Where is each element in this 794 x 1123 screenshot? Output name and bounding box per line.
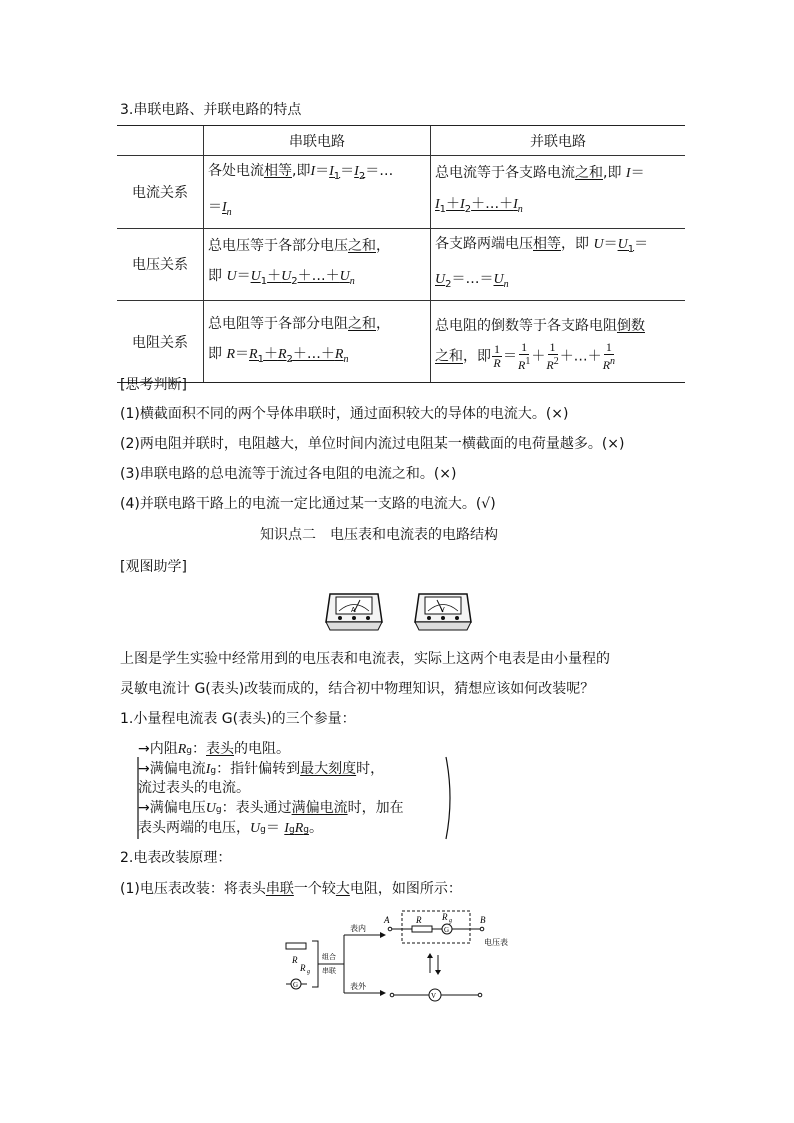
- item-2-title: 2.电表改装原理：: [120, 850, 232, 866]
- voltage-series-prefix: 即: [208, 268, 222, 285]
- param-2-label: →满偏电流: [138, 761, 206, 777]
- param-3-line-2-text: 表头两端的电压，: [138, 820, 250, 836]
- current-parallel-text-b: ,即: [603, 165, 622, 182]
- param-2: →满偏电流Ig：指针偏转到最大刻度时，: [138, 761, 385, 777]
- param-3-text: ：表头通过: [221, 800, 292, 816]
- resistance-series-underline: 之和: [348, 315, 376, 332]
- voltage-parallel-text: 各支路两端电压: [435, 235, 533, 252]
- table-row: [117, 228, 685, 301]
- item-2-1-text-b: 一个较: [293, 881, 336, 897]
- item-2-1-text: (1)电压表改装：将表头: [120, 881, 266, 897]
- resistance-parallel-cell: 总电阻的倒数等于各支路电阻倒数 之和，即 $\frac{1}{R}$ ＝ $\frac{1}{R^1}$ ＋ $\frac{1}{R^2}$ ＋…＋ $\frac{1}{R^n}$: [431, 301, 686, 383]
- judgment-1: (1)横截面积不同的两个导体串联时，通过面积较大的导体的电流大。(×): [120, 406, 569, 422]
- voltage-parallel-underline: 相等: [533, 235, 561, 252]
- param-3-underline: 满偏电流: [291, 800, 348, 816]
- param-3-label: →满偏电压: [138, 800, 206, 816]
- judgment-4: (4)并联电路干路上的电流一定比通过某一支路的电流大。(√): [120, 496, 496, 512]
- top-r-label: R: [416, 915, 422, 925]
- outer-label: 表外: [350, 982, 366, 991]
- current-series-cell: 各处电流相等,即$I=I_1=I_2=\dots$ $=I_n$: [204, 156, 431, 229]
- voltmeter-letter: V: [440, 607, 445, 614]
- current-parallel-underline: 之和: [575, 165, 603, 182]
- inner-label: 表内: [350, 924, 366, 933]
- top-rg-label: R: [442, 912, 448, 922]
- voltage-parallel-cell: 各支路两端电压相等，即 $U=U_1=$ $U_2=\dots=U_n$: [431, 228, 686, 301]
- judgment-2: (2)两电阻并联时，电阻越大，单位时间内流过电阻某一横截面的电荷量越多。(×): [120, 436, 625, 452]
- resistance-parallel-text: 总电阻的倒数等于各支路电阻: [435, 318, 617, 335]
- param-1-underline: 表头: [206, 741, 235, 757]
- param-2-text: ：指针偏转到: [216, 761, 301, 777]
- param-1-rest: 的电阻。: [234, 741, 291, 757]
- voltage-parallel-text-b: ，即: [561, 235, 589, 252]
- combine-label-2: 串联: [322, 968, 336, 975]
- param-2-rest: 时，: [356, 761, 385, 777]
- param-3: →满偏电压Ug：表头通过满偏电流时，加在: [138, 800, 404, 816]
- item-1-title: 1.小量程电流表 G(表头)的三个参量：: [120, 711, 356, 727]
- voltmeter-image: [413, 588, 473, 632]
- resistance-series-cell: 总电阻等于各部分电阻之和， 即 $R=R_1+R_2+\dots+R_n$: [204, 301, 431, 383]
- left-rg-label: R: [300, 963, 306, 973]
- fraction: $\frac{1}{R^2}$: [546, 340, 559, 373]
- think-title: [思考判断]: [120, 377, 187, 393]
- resistance-series-prefix: 即: [208, 345, 222, 362]
- table-header-row: [117, 126, 685, 156]
- ammeter-letter: A: [351, 607, 356, 614]
- judgment-3: (3)串联电路的总电流等于流过各电阻的电流之和。(×): [120, 466, 457, 482]
- item-2-1-underline-1: 串联: [265, 881, 294, 897]
- resistance-series-text: 总电阻等于各部分电阻: [208, 315, 348, 332]
- terminal-a-label: A: [384, 915, 390, 925]
- param-3-line-2: 表头两端的电压，Ug＝ IgRg。: [138, 820, 323, 836]
- paragraph-line-2: 灵敏电流计 G(表头)改装而成的，结合初中物理知识，猜想应该如何改装呢？: [120, 681, 595, 697]
- top-g-label: G: [444, 926, 450, 934]
- table-row: [117, 156, 685, 229]
- row-label: 电阻关系: [117, 301, 204, 383]
- voltmeter-circuit-diagram: [280, 905, 530, 1007]
- current-parallel-cell: 总电流等于各支路电流之和,即 I＝ $I_1+I_2+\dots+I_n$: [431, 156, 686, 229]
- left-g-label: G: [293, 981, 299, 989]
- resistance-parallel-text-b: ，即: [463, 348, 491, 365]
- resistance-parallel-underline-2: 之和: [435, 348, 463, 365]
- row-label: 电压关系: [117, 228, 204, 301]
- table-corner-cell: [117, 126, 204, 156]
- series-column-header: 串联电路: [204, 126, 431, 156]
- terminal-b-label: B: [480, 915, 486, 925]
- item-2-1-text-c: 电阻，如图所示：: [349, 881, 462, 897]
- current-series-underline: 相等: [264, 163, 292, 179]
- section-3-title: 3.串联电路、并联电路的特点: [120, 102, 302, 118]
- current-series-text-b: ,即: [292, 163, 311, 179]
- param-1: →内阻Rg：表头的电阻。: [138, 741, 291, 757]
- current-parallel-text: 总电流等于各支路电流: [435, 165, 575, 182]
- paragraph-line-1: 上图是学生实验中经常用到的电压表和电流表，实际上这两个电表是由小量程的: [120, 651, 610, 667]
- voltmeter-label: 电压表: [484, 938, 508, 947]
- fraction: $\frac{1}{R}$: [493, 342, 501, 371]
- item-2-1: [120, 878, 462, 898]
- series-parallel-table: [117, 125, 685, 383]
- param-3-rest: 时，加在: [347, 800, 404, 816]
- row-label: 电流关系: [117, 156, 204, 229]
- voltage-series-cell: 总电压等于各部分电压之和， 即 $U=U_1+U_2+\dots+U_n$: [204, 228, 431, 301]
- knowledge-2-title: 知识点二 电压表和电流表的电路结构: [260, 527, 498, 543]
- left-rg-subscript: g: [307, 969, 310, 975]
- observe-title: [观图助学]: [120, 559, 187, 575]
- resistance-parallel-underline: 倒数: [617, 318, 645, 335]
- param-1-colon: ：: [192, 741, 207, 757]
- voltage-series-underline: 之和: [348, 238, 376, 255]
- combine-label-1: 组合: [322, 954, 336, 961]
- param-1-label: →内阻: [138, 741, 178, 757]
- item-2-1-underline-2: 大: [335, 881, 350, 897]
- current-series-text: 各处电流: [208, 163, 264, 179]
- parallel-column-header: 并联电路: [431, 126, 686, 156]
- bottom-v-label: V: [431, 992, 437, 1000]
- param-2-underline: 最大刻度: [300, 761, 357, 777]
- voltage-series-text: 总电压等于各部分电压: [208, 238, 348, 255]
- top-rg-subscript: g: [449, 918, 452, 924]
- fraction: $\frac{1}{R^n}$: [602, 340, 616, 373]
- param-2-line-2: 流过表头的电流。: [138, 780, 250, 796]
- table-row: [117, 301, 685, 383]
- fraction: $\frac{1}{R^1}$: [518, 340, 531, 373]
- left-r-label: R: [292, 955, 298, 965]
- ammeter-image: [324, 588, 384, 632]
